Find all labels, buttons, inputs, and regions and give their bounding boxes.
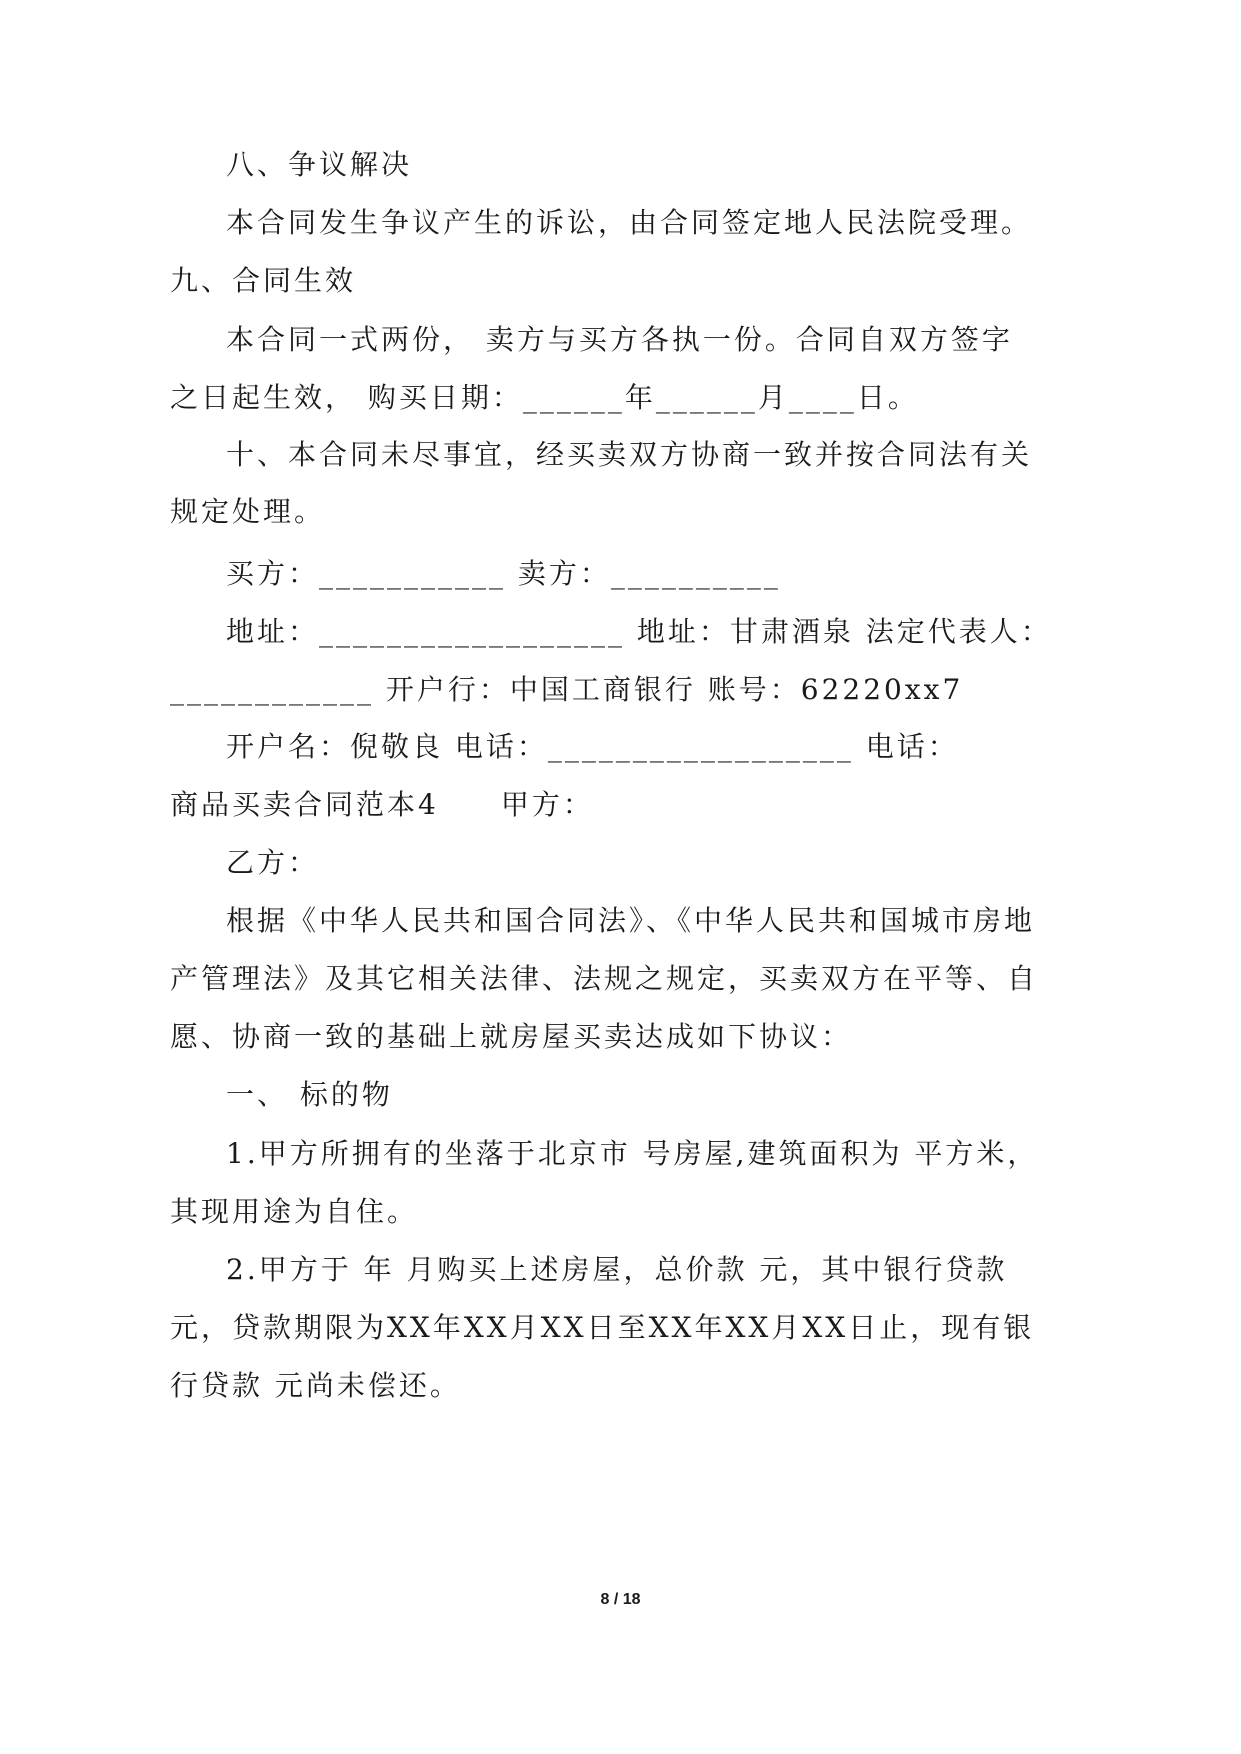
section-heading-contract-effective: 九、合同生效 <box>170 264 357 297</box>
preamble-line-3: 愿、协商一致的基础上就房屋买卖达成如下协议： <box>170 1020 853 1053</box>
preamble-line-2: 产管理法》及其它相关法律、法规之规定，买卖双方在平等、自 <box>170 962 1039 995</box>
paragraph-effective-line-2: 之日起生效， 购买日期：______年______月____日。 <box>170 381 919 414</box>
paragraph-dispute-clause: 本合同发生争议产生的诉讼，由合同签定地人民法院受理。 <box>226 206 1033 239</box>
clause-2-line-1: 2.甲方于 年 月购买上述房屋，总价款 元，其中银行贷款 <box>226 1253 1008 1286</box>
clause-2-line-2: 元，贷款期限为XX年XX月XX日至XX年XX月XX日止，现有银 <box>170 1311 1035 1344</box>
paragraph-other-matters-line-1: 十、本合同未尽事宜，经买卖双方协商一致并按合同法有关 <box>226 438 1033 471</box>
signature-buyer-seller: 买方：___________ 卖方：__________ <box>226 557 781 590</box>
party-b-label: 乙方： <box>226 846 320 879</box>
preamble-line-1: 根据《中华人民共和国合同法》、《中华人民共和国城市房地 <box>226 904 1036 937</box>
signature-address-line: 地址：__________________ 地址：甘肃酒泉 法定代表人： <box>226 615 1052 648</box>
section-heading-dispute-resolution: 八、争议解决 <box>226 148 413 181</box>
signature-account-name-line: 开户名：倪敬良 电话：__________________ 电话： <box>226 730 959 763</box>
section-heading-subject-matter: 一、 标的物 <box>226 1078 393 1111</box>
contract-title-template-4: 商品买卖合同范本4 甲方： <box>170 788 594 821</box>
signature-bank-line: ____________ 开户行：中国工商银行 账号：62220xx7 <box>170 673 964 706</box>
paragraph-other-matters-line-2: 规定处理。 <box>170 495 326 528</box>
clause-2-line-3: 行贷款 元尚未偿还。 <box>170 1369 461 1402</box>
clause-1-line-1: 1.甲方所拥有的坐落于北京市 号房屋,建筑面积为 平方米， <box>226 1137 1039 1170</box>
page-number: 8 / 18 <box>600 1591 641 1608</box>
paragraph-effective-line-1: 本合同一式两份， 卖方与买方各执一份。合同自双方签字 <box>226 323 1013 356</box>
clause-1-line-2: 其现用途为自住。 <box>170 1195 419 1228</box>
